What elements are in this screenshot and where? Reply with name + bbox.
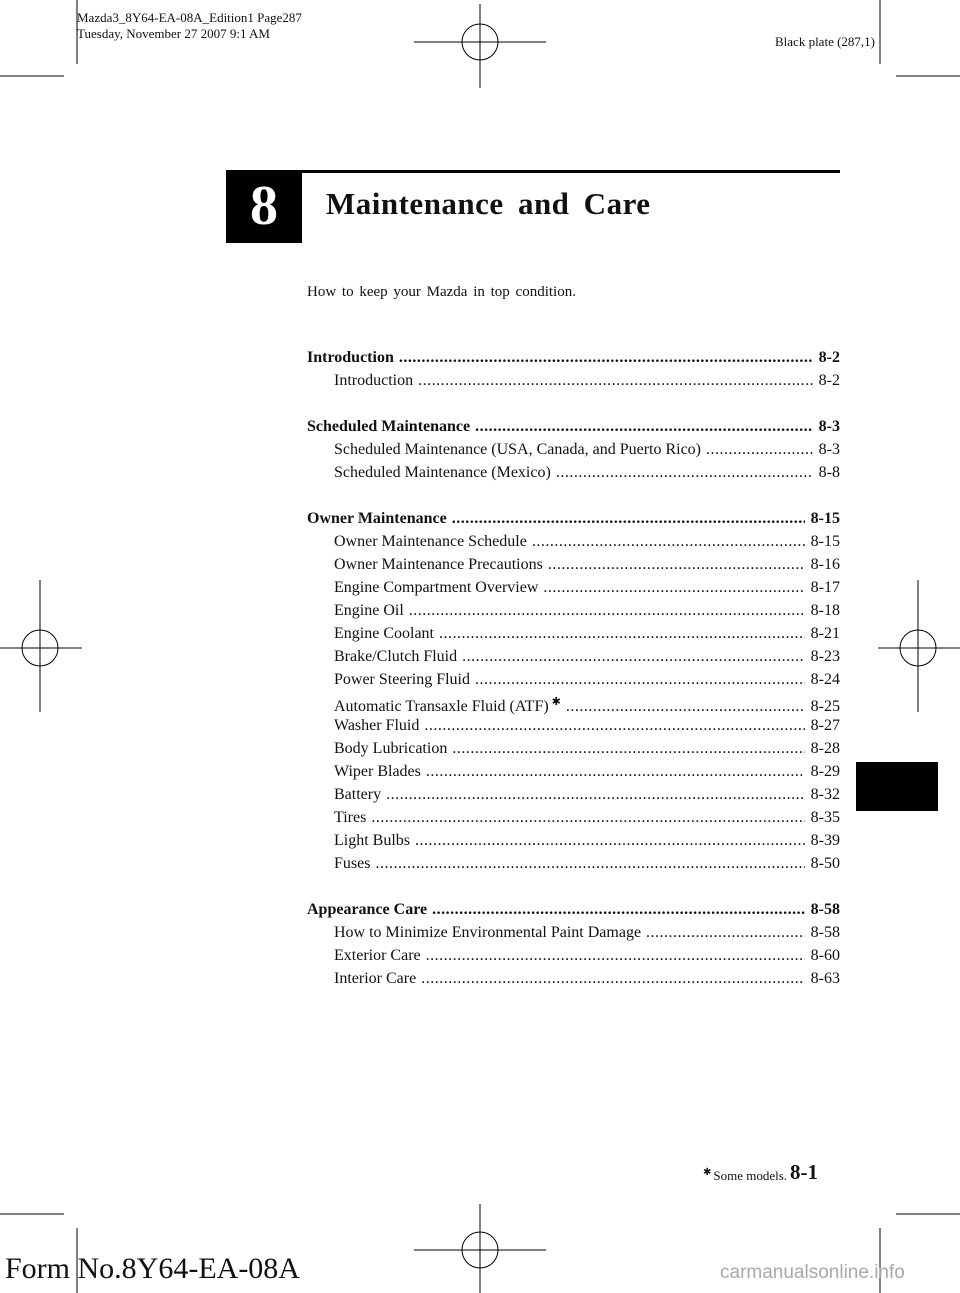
toc-entry-label <box>334 829 410 852</box>
toc-entry[interactable] <box>307 967 840 990</box>
toc-entry-page: 8-18 <box>810 602 840 619</box>
toc-entry-label <box>334 461 551 484</box>
toc-entry-page: 8-3 <box>818 441 840 458</box>
toc-entry-label <box>334 553 543 576</box>
toc-section-label <box>307 898 427 921</box>
toc-entry-page: 8-25 <box>810 698 840 715</box>
toc-entry-label <box>334 645 457 668</box>
toc-entry[interactable] <box>307 645 840 668</box>
toc-entry-page: 8-16 <box>810 556 840 573</box>
toc-entry-page: 8-39 <box>810 832 840 849</box>
toc-entry-page: 8-63 <box>810 970 840 987</box>
toc-entry-label <box>334 714 419 737</box>
dot-leader <box>532 530 805 553</box>
toc-section-page: 8-15 <box>810 510 840 527</box>
plate-label: Black plate (287,1) <box>775 34 875 49</box>
toc-entry-label <box>334 944 421 967</box>
toc-entry-label <box>334 622 434 645</box>
toc-entry-label <box>334 921 641 944</box>
toc-entry-label <box>334 668 470 691</box>
form-number: Form No.8Y64-EA-08A <box>5 1252 300 1285</box>
chapter-number-box: 8 <box>226 170 302 243</box>
dot-leader <box>452 507 805 530</box>
toc-entry[interactable] <box>307 921 840 944</box>
chapter-subtitle: How to keep your Mazda in top condition. <box>307 284 576 300</box>
toc-entry-page: 8-35 <box>810 809 840 826</box>
toc-entry-page: 8-28 <box>810 740 840 757</box>
dot-leader <box>556 461 813 484</box>
dot-leader <box>418 369 813 392</box>
chapter-thumb-tab <box>856 762 938 811</box>
toc-section-label <box>307 415 470 438</box>
toc-entry[interactable] <box>307 553 840 576</box>
dot-leader <box>371 806 804 829</box>
toc-entry[interactable] <box>307 369 840 392</box>
table-of-contents <box>307 346 840 990</box>
toc-entry[interactable] <box>307 783 840 806</box>
chapter-title: Maintenance and Care <box>326 186 651 221</box>
dot-leader <box>475 415 813 438</box>
dot-leader <box>706 438 813 461</box>
toc-entry-label-text: Body Lubrication <box>334 740 448 757</box>
toc-section[interactable] <box>307 415 840 438</box>
toc-entry-label <box>334 576 538 599</box>
toc-section-gap <box>307 392 840 415</box>
dot-leader <box>421 967 804 990</box>
toc-section-label <box>307 346 394 369</box>
toc-section-page: 8-2 <box>818 349 840 366</box>
footnote-text: Some models. <box>713 1168 788 1183</box>
toc-entry[interactable] <box>307 691 840 714</box>
toc-entry[interactable] <box>307 530 840 553</box>
chapter-title-rule <box>302 170 840 173</box>
toc-entry[interactable] <box>307 737 840 760</box>
dot-leader <box>432 898 805 921</box>
toc-entry-label-text: Brake/Clutch Fluid <box>334 648 458 665</box>
toc-entry-page: 8-15 <box>810 533 840 550</box>
toc-entry-page: 8-8 <box>818 464 840 481</box>
toc-section-label-text: Scheduled Maintenance <box>307 418 471 435</box>
print-file-line: Mazda3_8Y64-EA-08A_Edition1 Page287 <box>77 10 302 25</box>
toc-entry-label-text: Light Bulbs <box>334 832 411 849</box>
toc-section-gap <box>307 875 840 898</box>
toc-entry[interactable] <box>307 760 840 783</box>
toc-entry-page: 8-29 <box>810 763 840 780</box>
dot-leader <box>646 921 805 944</box>
toc-entry-page: 8-2 <box>818 372 840 389</box>
toc-entry-label-text: Fuses <box>334 855 371 872</box>
dot-leader <box>424 714 804 737</box>
toc-entry-label-text: Owner Maintenance Precautions <box>334 556 543 573</box>
toc-entry[interactable] <box>307 829 840 852</box>
dot-leader <box>452 737 804 760</box>
toc-entry-label <box>334 783 381 806</box>
toc-section-page: 8-58 <box>810 901 840 918</box>
toc-entry-label <box>334 852 370 875</box>
toc-entry-label-text: Engine Oil <box>334 602 404 619</box>
toc-entry-label-text: Introduction <box>334 372 414 389</box>
toc-section-label-text: Owner Maintenance <box>307 510 447 527</box>
toc-entry-label-text: Tires <box>334 809 367 826</box>
toc-section[interactable] <box>307 346 840 369</box>
toc-entry-label-text: Power Steering Fluid <box>334 671 470 688</box>
toc-entry-label-text: Exterior Care <box>334 947 421 964</box>
toc-entry-page: 8-21 <box>810 625 840 642</box>
toc-entry-label-text: Engine Compartment Overview <box>334 579 539 596</box>
toc-section-label-text: Appearance Care <box>307 901 428 918</box>
toc-entry-label <box>334 737 447 760</box>
toc-entry[interactable] <box>307 806 840 829</box>
some-models-marker: ✱ <box>551 696 561 708</box>
toc-entry-label-text: Automatic Transaxle Fluid (ATF) <box>334 698 549 715</box>
toc-entry[interactable] <box>307 622 840 645</box>
dot-leader <box>439 622 805 645</box>
print-date-line: Tuesday, November 27 2007 9:1 AM <box>77 26 270 41</box>
toc-section[interactable] <box>307 507 840 530</box>
toc-entry-label <box>334 438 701 461</box>
toc-entry[interactable] <box>307 852 840 875</box>
toc-section-label-text: Introduction <box>307 349 394 366</box>
toc-entry[interactable] <box>307 668 840 691</box>
toc-entry-page: 8-27 <box>810 717 840 734</box>
toc-entry-label <box>334 530 527 553</box>
toc-entry-label <box>334 806 366 829</box>
toc-entry-label <box>334 967 416 990</box>
site-watermark: carmanualsonline.info <box>720 1262 905 1283</box>
toc-entry-label-text: Wiper Blades <box>334 763 421 780</box>
toc-entry-page: 8-24 <box>810 671 840 688</box>
toc-entry-label-text: Owner Maintenance Schedule <box>334 533 527 550</box>
toc-entry[interactable] <box>307 461 840 484</box>
toc-entry-label-text: Engine Coolant <box>334 625 434 642</box>
toc-entry-page: 8-50 <box>810 855 840 872</box>
dot-leader <box>548 553 805 576</box>
toc-entry-label-text: Washer Fluid <box>334 717 420 734</box>
toc-entry-label-text: Interior Care <box>334 970 417 987</box>
dot-leader <box>375 852 804 875</box>
dot-leader <box>415 829 805 852</box>
toc-entry[interactable] <box>307 599 840 622</box>
toc-entry[interactable] <box>307 576 840 599</box>
toc-entry-label <box>334 369 413 392</box>
toc-entry-page: 8-58 <box>810 924 840 941</box>
toc-entry-page: 8-60 <box>810 947 840 964</box>
toc-entry[interactable] <box>307 438 840 461</box>
toc-entry-label-text: Scheduled Maintenance (USA, Canada, and Puerto Rico) <box>334 441 702 458</box>
dot-leader <box>462 645 805 668</box>
toc-entry[interactable] <box>307 944 840 967</box>
toc-entry-page: 8-23 <box>810 648 840 665</box>
dot-leader <box>426 760 805 783</box>
dot-leader <box>426 944 805 967</box>
toc-entry-label <box>334 599 404 622</box>
dot-leader <box>386 783 805 806</box>
toc-entry-label-text: How to Minimize Environmental Paint Damage <box>334 924 642 941</box>
toc-entry-label <box>334 760 421 783</box>
footnote <box>700 1167 787 1184</box>
toc-entry-label-text: Scheduled Maintenance (Mexico) <box>334 464 551 481</box>
page-number: 8-1 <box>790 1160 818 1184</box>
dot-leader <box>409 599 805 622</box>
toc-entry-page: 8-32 <box>810 786 840 803</box>
toc-entry[interactable] <box>307 714 840 737</box>
toc-section[interactable] <box>307 898 840 921</box>
footnote-marker: ✱ <box>703 1167 712 1178</box>
toc-section-gap <box>307 484 840 507</box>
toc-entry-label-text: Battery <box>334 786 382 803</box>
dot-leader <box>475 668 805 691</box>
dot-leader <box>543 576 804 599</box>
toc-section-page: 8-3 <box>818 418 840 435</box>
toc-entry-page: 8-17 <box>810 579 840 596</box>
toc-section-label <box>307 507 447 530</box>
dot-leader <box>399 346 813 369</box>
